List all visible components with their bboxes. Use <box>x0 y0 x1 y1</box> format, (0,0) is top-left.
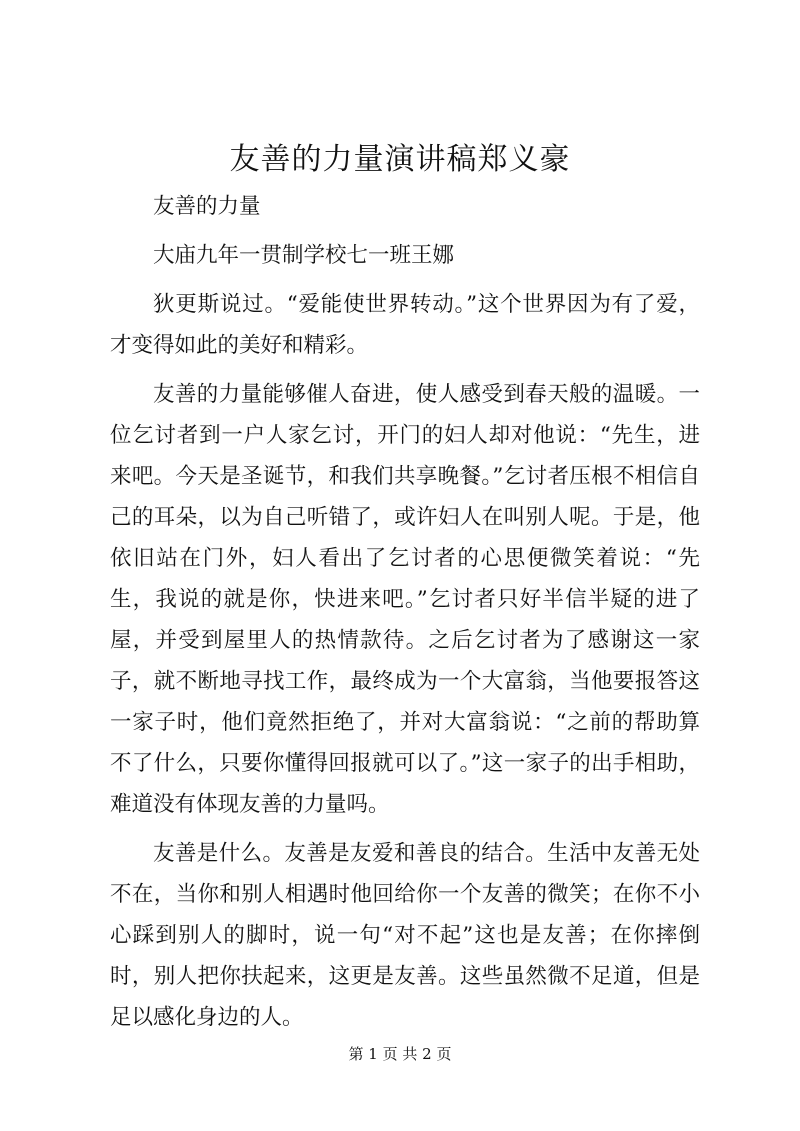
paragraph-author: 大庙九年一贯制学校七一班王娜 <box>153 243 455 268</box>
paragraph-quote: 狄更斯说过。“爱能使世界转动。”这个世界因为有了爱，才变得如此的美好和精彩。 <box>110 292 700 358</box>
page-number-footer: 第 1 页 共 2 页 <box>348 1045 452 1063</box>
paragraph-subtitle: 友善的力量 <box>153 194 261 219</box>
paragraph-story: 友善的力量能够催人奋进，使人感受到春天般的温暖。一位乞讨者到一户人家乞讨，开门的妇人却对他说：“先生，进来吧。今天是圣诞节，和我们共享晚餐。”乞讨者压根不相信自己的耳朵，以为自己听错了，或许妇人在叫别人呢。于是，他依旧站在门外，妇人看出了乞讨者的心思便微笑着说：“先生，我说的就是你，快进来吧。”乞讨者只好半信半疑的进了屋，并受到屋里人的热情款待。之后乞讨者为了感谢这一家子，就不断地寻找工作，最终成为一个大富翁，当他要报答这一家子时，他们竟然拒绝了，并对大富翁说：“之前的帮助算不了什么，只要你懂得回报就可以了。”这一家子的出手相助，难道没有体现友善的力量吗。 <box>110 382 700 817</box>
paragraph-definition: 友善是什么。友善是友爱和善良的结合。生活中友善无处不在，当你和别人相遇时他回给你一个友善的微笑；在你不小心踩到别人的脚时，说一句“对不起”这也是友善；在你摔倒时，别人把你扶起来，这更是友善。这些虽然微不足道，但是足以感化身边的人。 <box>110 841 700 1030</box>
document-title: 友善的力量演讲稿郑义豪 <box>229 142 571 177</box>
document-body <box>110 186 700 1046</box>
